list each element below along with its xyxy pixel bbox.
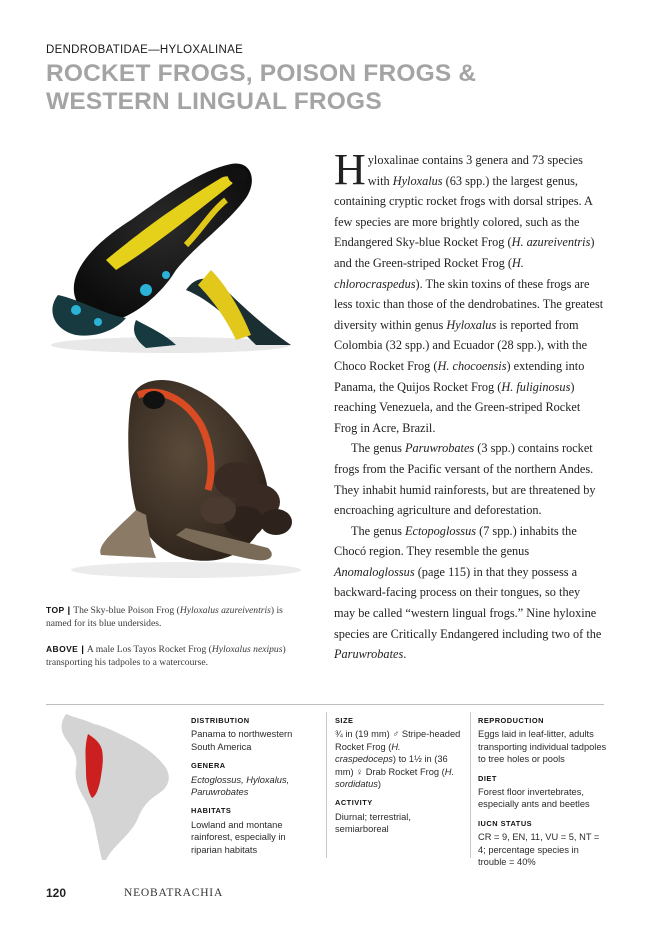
text-run: ) and the Green-striped Rocket Frog ( bbox=[334, 235, 595, 270]
iucn-value: CR = 9, EN, 11, VU = 5, NT = 4; percentage species in trouble = 40% bbox=[478, 832, 600, 868]
size-label: SIZE bbox=[335, 716, 354, 725]
species-name-italic: Ectopoglossus bbox=[404, 523, 477, 538]
diet-value: Forest floor invertebrates, especially ants and beetles bbox=[478, 787, 590, 810]
distribution-map bbox=[46, 712, 178, 862]
text-run: ) reaching Venezuela, and the Green-striped Rocket Frog in Acre, Brazil. bbox=[334, 379, 581, 435]
habitats-value: Lowland and montane rainforest, especially in riparian habitats bbox=[191, 819, 286, 855]
habitats-label: HABITATS bbox=[191, 806, 232, 816]
species-name-italic: Paruwrobates bbox=[334, 647, 404, 662]
species-name-italic: Anomaloglossus bbox=[334, 564, 415, 579]
text-run: is reported from Colombia (32 spp.) and Ecuador (28 spp.), with the Choco Rocket Frog ( bbox=[334, 317, 588, 373]
section-name: NEOBATRACHIA bbox=[124, 887, 224, 899]
text-run: (page 115) in that they possess a backward-facing process on their tongues, so they may be called “western lingual frogs.” Nine hyloxine species are Critically Endangered including two of the bbox=[334, 564, 602, 641]
text-run: (3 spp.) contains rocket frogs from the Pacific versant of the northern Andes. They inhabit humid rainforests, but are threatened by encroaching agriculture and deforestation. bbox=[334, 441, 596, 518]
frog-photos bbox=[36, 150, 316, 590]
south-america-shape bbox=[62, 714, 169, 860]
species-name-italic: Hyloxalus bbox=[392, 173, 443, 188]
column-divider-2 bbox=[470, 712, 471, 858]
genera-label: GENERA bbox=[191, 761, 226, 771]
body-paragraph-1 bbox=[334, 145, 604, 438]
reproduction-label: REPRODUCTION bbox=[478, 716, 544, 725]
caption-above-text-end: ) transporting his tadpoles to a watercourse. bbox=[46, 644, 286, 668]
caption-above-tag: ABOVE bbox=[46, 644, 79, 654]
reproduction-value: Eggs laid in leaf-litter, adults transporting individual tadpoles to tree holes or pools bbox=[478, 729, 607, 765]
sky-blue-poison-frog-photo bbox=[51, 163, 291, 353]
caption-above-species: Hyloxalus nexipus bbox=[211, 644, 283, 655]
species-name-italic: H. fuliginosus bbox=[501, 379, 571, 394]
column-divider-1 bbox=[326, 712, 327, 858]
caption-top-text-end: ) is named for its blue undersides. bbox=[46, 605, 283, 629]
page-title: ROCKET FROGS, POISON FROGS & WESTERN LINGUAL FROGS bbox=[46, 60, 477, 115]
text-run: (7 spp.) inhabits the Chocó region. They resemble the genus bbox=[334, 523, 577, 559]
text-run: (63 spp.) the largest genus, containing cryptic rocket frogs with dorsal stripes. A few species are more brightly colored, such as the Endangered Sky-blue Rocket Frog ( bbox=[334, 173, 593, 250]
caption-above-text: A male Los Tayos Rocket Frog ( bbox=[86, 644, 212, 655]
species-name-italic: H. chocoensis bbox=[437, 358, 507, 373]
species-name-italic: Paruwrobates bbox=[404, 441, 475, 456]
page-number: 120 bbox=[46, 886, 67, 900]
text-run: ). The skin toxins of these frogs are less toxic than those of the dendrobatines. The greatest diversity within genus bbox=[334, 276, 604, 332]
caption-top-tag: TOP bbox=[46, 605, 65, 615]
distribution-label: DISTRIBUTION bbox=[191, 716, 250, 725]
size-value bbox=[335, 728, 463, 790]
text-run: ) to 1½ in (36 mm) ♀ Drab Rocket Frog ( bbox=[335, 754, 448, 777]
body-paragraph-2 bbox=[334, 438, 604, 520]
species-name-italic: Hyloxalus bbox=[446, 317, 497, 332]
text-run: ) bbox=[377, 779, 382, 790]
drop-cap: H bbox=[334, 145, 366, 194]
text-run: . bbox=[403, 647, 407, 662]
species-name-italic: H. chlorocraspedus bbox=[334, 255, 524, 291]
los-tayos-rocket-frog-photo bbox=[71, 380, 301, 578]
caption-top-species: Hyloxalus azureiventris bbox=[179, 605, 271, 616]
facts-column-3 bbox=[478, 715, 608, 868]
species-name-italic: H. craspedoceps bbox=[335, 741, 401, 765]
body-paragraph-3 bbox=[334, 521, 604, 665]
facts-column-2 bbox=[335, 715, 463, 836]
activity-value: Diurnal; terrestrial, semiarboreal bbox=[335, 811, 411, 835]
text-run: The genus bbox=[351, 441, 405, 456]
caption-above: ABOVE | A male Los Tayos Rocket Frog (Hyloxalus nexipus) transporting his tadpoles to a watercourse. bbox=[46, 644, 286, 668]
caption-top-text: The Sky-blue Poison Frog ( bbox=[73, 605, 180, 616]
divider-rule bbox=[46, 704, 604, 705]
species-name-italic: H. sordidatus bbox=[335, 766, 455, 790]
activity-label: ACTIVITY bbox=[335, 798, 373, 808]
body-text bbox=[334, 145, 604, 665]
diet-label: DIET bbox=[478, 773, 497, 783]
text-run: ¾ in (19 mm) ♂ Stripe-headed Rocket Frog ( bbox=[335, 729, 461, 752]
text-run: yloxalinae contains 3 genera and 73 species with bbox=[367, 153, 583, 188]
family-heading: DENDROBATIDAE—HYLOXALINAE bbox=[46, 44, 244, 56]
text-run: The genus bbox=[351, 523, 405, 538]
iucn-label: IUCN STATUS bbox=[478, 818, 533, 828]
distribution-value: Panama to northwestern South America bbox=[191, 729, 293, 752]
genera-value: Ectoglossus, Hyloxalus, Paruwrobates bbox=[191, 774, 290, 798]
text-run: ) extending into Panama, the Quijos Rocket Frog ( bbox=[334, 358, 585, 394]
species-name-italic: H. azureiventris bbox=[511, 235, 591, 250]
facts-column-1 bbox=[191, 715, 319, 856]
caption-top: TOP | The Sky-blue Poison Frog (Hyloxalus azureiventris) is named for its blue undersides. bbox=[46, 605, 283, 629]
